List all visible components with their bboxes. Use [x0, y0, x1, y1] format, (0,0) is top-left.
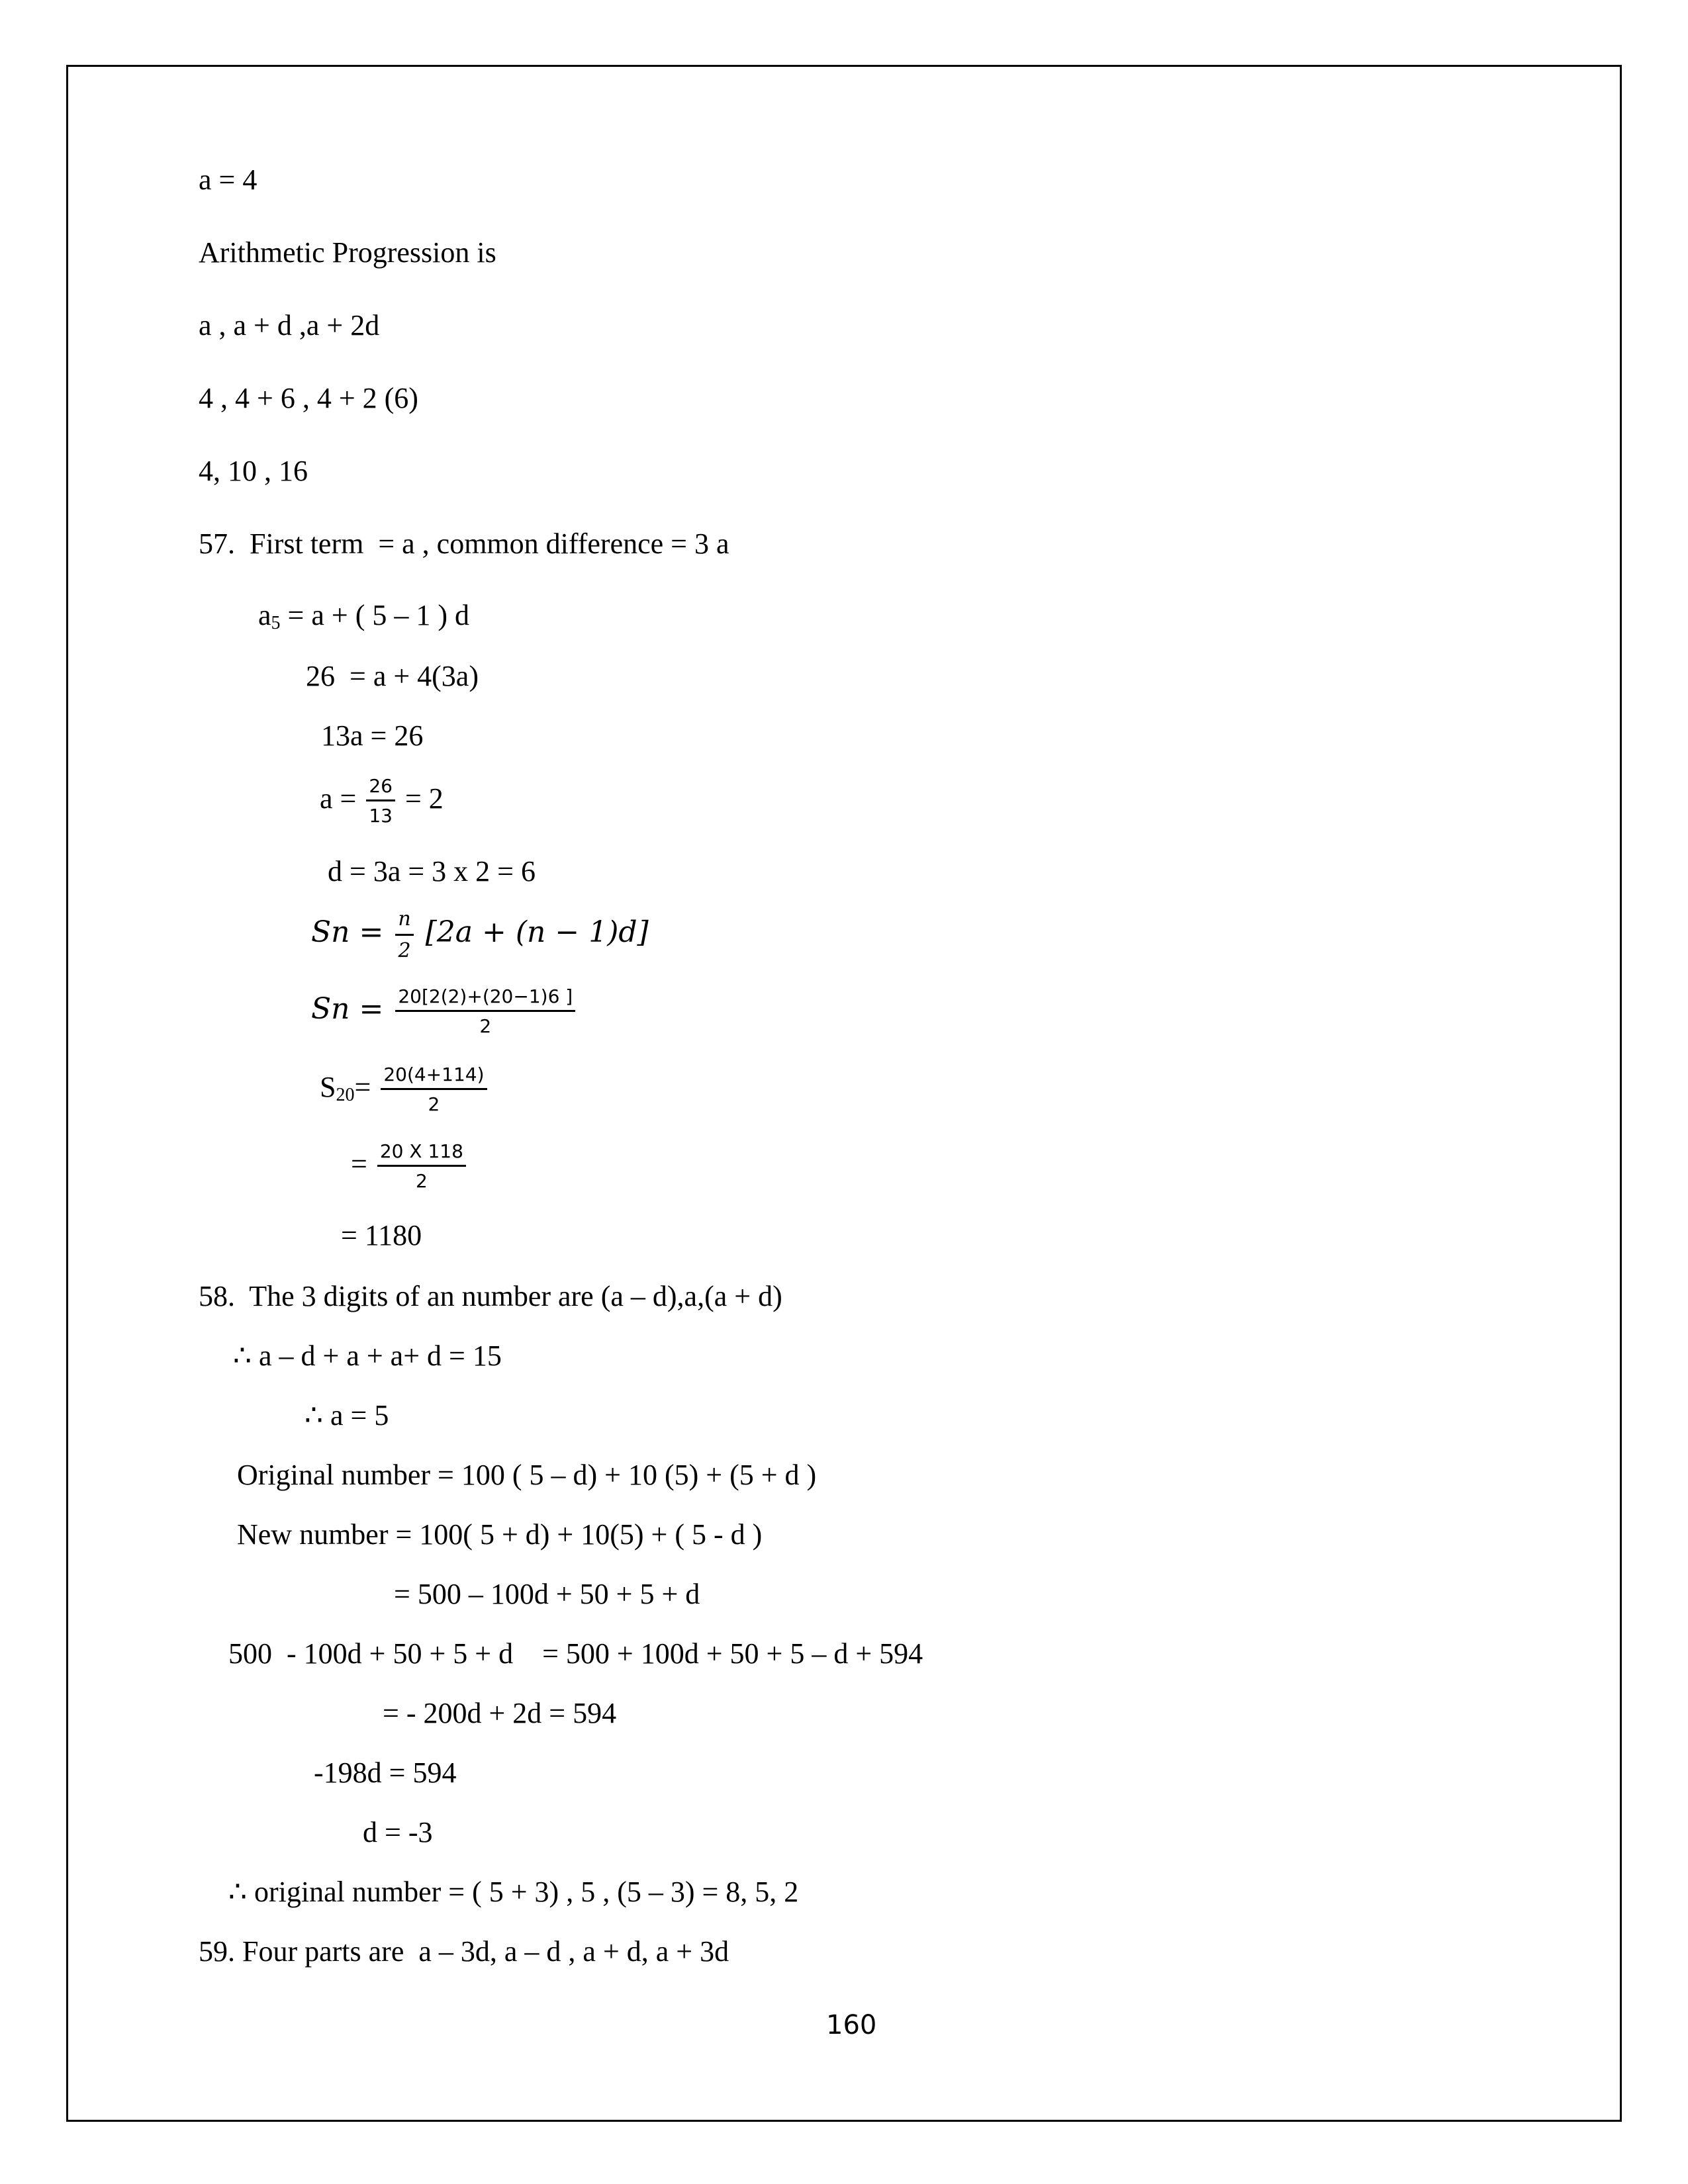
line-ap-substituted: 4 , 4 + 6 , 4 + 2 (6) [199, 382, 418, 414]
fraction-s20: $\frac{20(4+114)}{2}$ [381, 1064, 487, 1115]
line-sn-formula: Sn = $\frac{n}{2}$ [2a + (n − 1)d] [311, 907, 649, 962]
line-digit-sum: ∴ a – d + a + a+ d = 15 [233, 1340, 502, 1372]
line-new-number-expanded: = 500 – 100d + 50 + 5 + d [394, 1578, 700, 1610]
question-58-heading: 58. The 3 digits of an number are (a – d),a,(a + d) [199, 1280, 782, 1312]
line-ap-general: a , a + d ,a + 2d [199, 309, 380, 341]
page-number: 160 [826, 2010, 877, 2040]
fraction-n-over-2: $\frac{n}{2}$ [395, 908, 413, 962]
fraction-20x118: $\frac{20 X 118}{2}$ [377, 1141, 466, 1192]
line-original-number-result: ∴ original number = ( 5 + 3) , 5 , (5 – 3) = 8, 5, 2 [228, 1876, 799, 1908]
fraction-26-over-13: $\frac{26}{13}$ [366, 776, 395, 827]
line-ap-heading: Arithmetic Progression is [199, 236, 496, 269]
fraction-sn-substituted: $\frac{20[2(2)+(20-1)6 ]}{2}$ [395, 986, 575, 1037]
line-ap-values: 4, 10 , 16 [199, 455, 308, 487]
line-result-1180: = 1180 [341, 1219, 422, 1251]
line-d-value: d = 3a = 3 x 2 = 6 [328, 855, 536, 887]
line-a-equals-4: a = 4 [199, 163, 258, 196]
line-d-equals-minus-3: d = -3 [363, 1816, 433, 1848]
line-a5-formula: $a_5 = a$ + ( 5 – 1 ) d [258, 599, 469, 633]
question-57-heading: 57. First term = a , common difference = 3 a [199, 527, 729, 560]
line-original-number: Original number = 100 ( 5 – d) + 10 (5) + (5 + d ) [237, 1459, 817, 1491]
line-new-number: New number = 100( 5 + d) + 10(5) + ( 5 - d ) [237, 1518, 763, 1551]
line-a-fraction: a = $\frac{26}{13}$ = 2 [320, 775, 444, 827]
line-26-equation: 26 = a + 4(3a) [306, 660, 479, 692]
line-sn-substituted: Sn = $\frac{20[2(2)+(20-1)6 ]}{2}$ [311, 986, 578, 1037]
line-13a-equation: 13a = 26 [321, 719, 424, 752]
page-border [66, 65, 1622, 2122]
line-198d: -198d = 594 [314, 1756, 457, 1789]
line-equation-594: 500 - 100d + 50 + 5 + d = 500 + 100d + 50 + 5 – d + 594 [228, 1637, 923, 1670]
line-a-equals-5: ∴ a = 5 [305, 1399, 389, 1432]
line-200d-2d: = - 200d + 2d = 594 [383, 1697, 617, 1729]
line-s20: $S_{20}=$ $\frac{20(4+114)}{2}$ [320, 1064, 490, 1115]
question-59-heading: 59. Four parts are a – 3d, a – d , a + d, a + 3d [199, 1935, 729, 1968]
line-20x118: = $\frac{20 X 118}{2}$ [351, 1141, 469, 1192]
